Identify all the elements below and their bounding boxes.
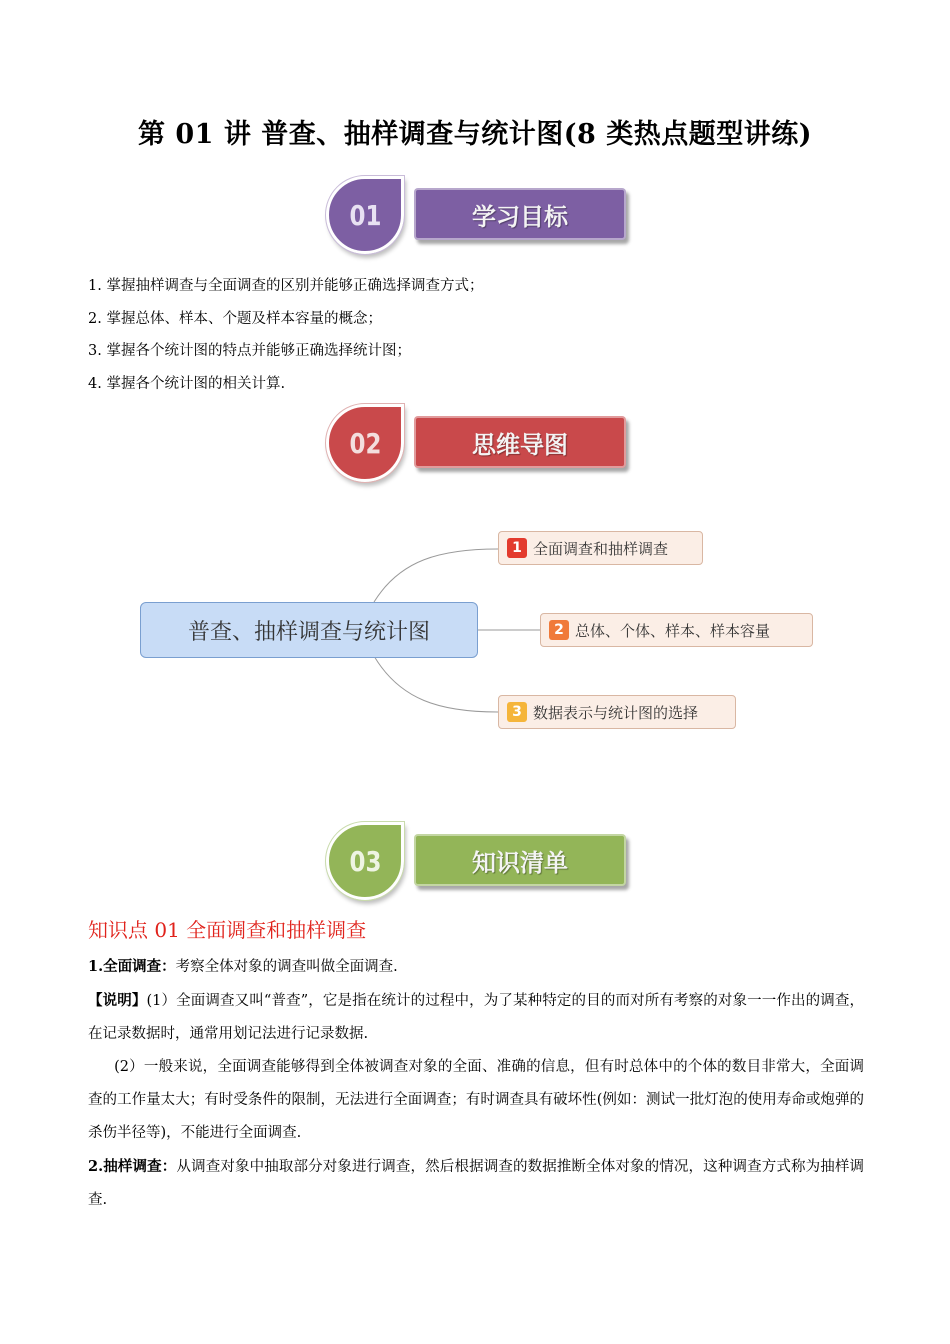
note-tag: 【说明】 [88, 992, 147, 1009]
knowledge-content [88, 950, 864, 1217]
goal-item: 1. 掌握抽样调查与全面调查的区别并能够正确选择调查方式； [88, 278, 484, 294]
section-banner-knowledge [326, 822, 646, 902]
term: 1.全面调查： [88, 958, 176, 975]
paragraph [88, 1150, 864, 1217]
node-number-badge: 2 [549, 620, 569, 640]
mindmap-center-node: 普查、抽样调查与统计图 [140, 602, 478, 658]
section-number-badge: 02 [326, 404, 404, 482]
node-label: 数据表示与统计图的选择 [533, 703, 699, 722]
paragraph [88, 950, 864, 984]
term: 2.抽样调查： [88, 1158, 177, 1175]
mindmap-node [498, 531, 703, 565]
text: (1）全面调查又叫“普查”，它是指在统计的过程中，为了某种特定的目的而对所有考察的对象一一作出的调查，在记录数据时，通常用划记法进行记录数据. [88, 993, 864, 1042]
section-title: 知识清单 [414, 834, 626, 886]
section-title: 学习目标 [414, 188, 626, 240]
section-number-badge: 03 [326, 822, 404, 900]
goal-item: 2. 掌握总体、样本、个题及样本容量的概念； [88, 310, 382, 327]
node-number-badge: 1 [507, 538, 527, 558]
goal-item: 4. 掌握各个统计图的相关计算. [88, 376, 286, 393]
node-label: 全面调查和抽样调查 [533, 539, 669, 558]
section-number-badge: 01 [326, 176, 404, 254]
node-number-badge: 3 [507, 702, 527, 722]
mindmap-node [498, 695, 736, 729]
page-title: 第 01 讲 普查、抽样调查与统计图(8 类热点题型讲练) [137, 119, 812, 150]
text: 从调查对象中抽取部分对象进行调查，然后根据调查的数据推断全体对象的情况，这种调查方式称为抽样调查. [88, 1159, 865, 1208]
mindmap-node [540, 613, 813, 647]
text: 考察全体对象的调查叫做全面调查. [175, 959, 398, 975]
paragraph [88, 984, 864, 1051]
node-label: 总体、个体、样本、样本容量 [575, 621, 771, 640]
knowledge-point-heading: 知识点 01 全面调查和抽样调查 [88, 918, 367, 942]
goal-item: 3. 掌握各个统计图的特点并能够正确选择统计图； [88, 343, 411, 360]
section-title: 思维导图 [414, 416, 626, 468]
paragraph: (2）一般来说，全面调查能够得到全体被调查对象的全面、准确的信息，但有时总体中的个体的数目非常大，全面调查的工作量太大；有时受条件的限制，无法进行全面调查；有时调查具有破坏性(例如：测试一批灯泡的使用寿命或炮弹的杀伤半径等)，不能进行全面调查. [88, 1059, 864, 1141]
